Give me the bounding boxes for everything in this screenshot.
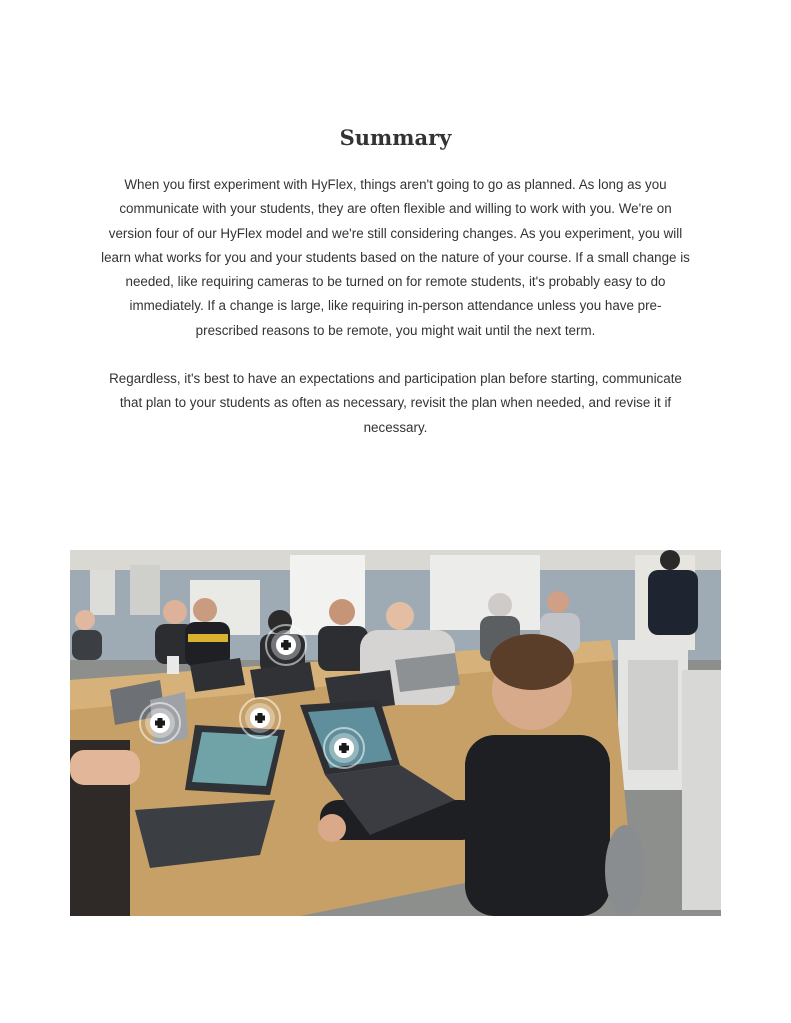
summary-paragraph-1: When you first experiment with HyFlex, things aren't going to go as planned. As long as you communicate with your students, they are often flexible and willing to work with you. We're on version four of our HyFlex model and we're still considering changes. As you experiment, you will learn what works for you and your students based on the nature of your course. If a small change is needed, like requiring cameras to be turned on for remote students, it's probably easy to do immediately. If a change is large, like requiring in-person attendance unless you have pre-prescribed reasons to be remote, you might wait until the next term. [101, 177, 690, 338]
summary-paragraph-2: Regardless, it's best to have an expectations and participation plan before starting, communicate that plan to your students as often as necessary, revisit the plan when needed, and revise it if necessary. [109, 371, 682, 435]
classroom-photo [70, 550, 721, 916]
photo-hotspot-4[interactable] [323, 727, 365, 769]
photo-hotspot-2[interactable] [139, 702, 181, 744]
photo-hotspot-3[interactable] [239, 697, 281, 739]
photo-hotspot-1[interactable] [265, 624, 307, 666]
page-title: Summary [339, 125, 452, 150]
